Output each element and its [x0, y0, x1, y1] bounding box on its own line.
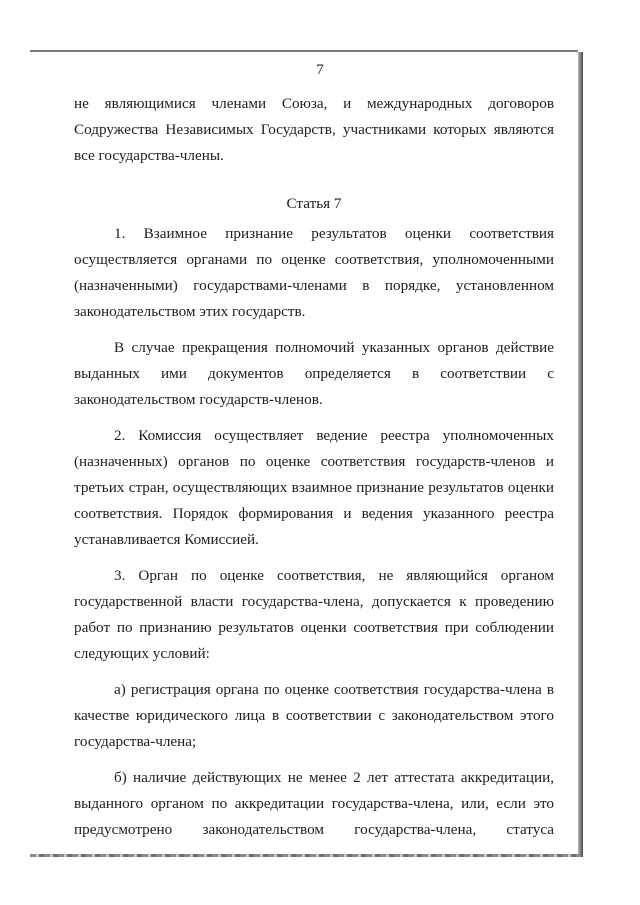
paragraph-3: 2. Комиссия осуществляет ведение реестра уполномоченных (назначенных) органов по оценке соответствия государств-членов и третьих стран, осуществляющих взаимное признание результатов оценки соответствия. Порядок формирования и ведения указанного реестра устанавливается Комиссией.	[74, 427, 554, 548]
paragraph-5: а) регистрация органа по оценке соответствия государства-члена в качестве юридического лица в соответствии с законодательством этого государства-члена;	[74, 681, 554, 750]
article-heading: Статья 7	[286, 195, 342, 212]
paragraph-2: В случае прекращения полномочий указанных органов действие выданных ими документов определяется в соответствии с законодательством государств-членов.	[74, 339, 554, 408]
document-body	[74, 91, 554, 853]
paragraph-1: 1. Взаимное признание результатов оценки соответствия осуществляется органами по оценке соответствия, уполномоченными (назначенными) государствами-членами в порядке, установленном законодательством этих государств.	[74, 225, 554, 320]
paragraph-4: 3. Орган по оценке соответствия, не являющийся органом государственной власти государства-члена, допускается к проведению работ по признанию результатов оценки соответствия при соблюдении следующих условий:	[74, 567, 554, 662]
scan-border-top	[30, 50, 578, 52]
paragraph-6: б) наличие действующих не менее 2 лет аттестата аккредитации, выданного органом по аккредитации государства-члена, или, если это предусмотрено законодательством государства-члена, статуса	[74, 769, 554, 838]
scan-border-bottom	[30, 854, 580, 857]
page-number: 7	[316, 62, 324, 78]
scan-border-right	[578, 52, 583, 857]
continuation-paragraph: не являющимися членами Союза, и международных договоров Содружества Независимых Государств, участниками которых являются все государства-члены.	[74, 95, 554, 164]
